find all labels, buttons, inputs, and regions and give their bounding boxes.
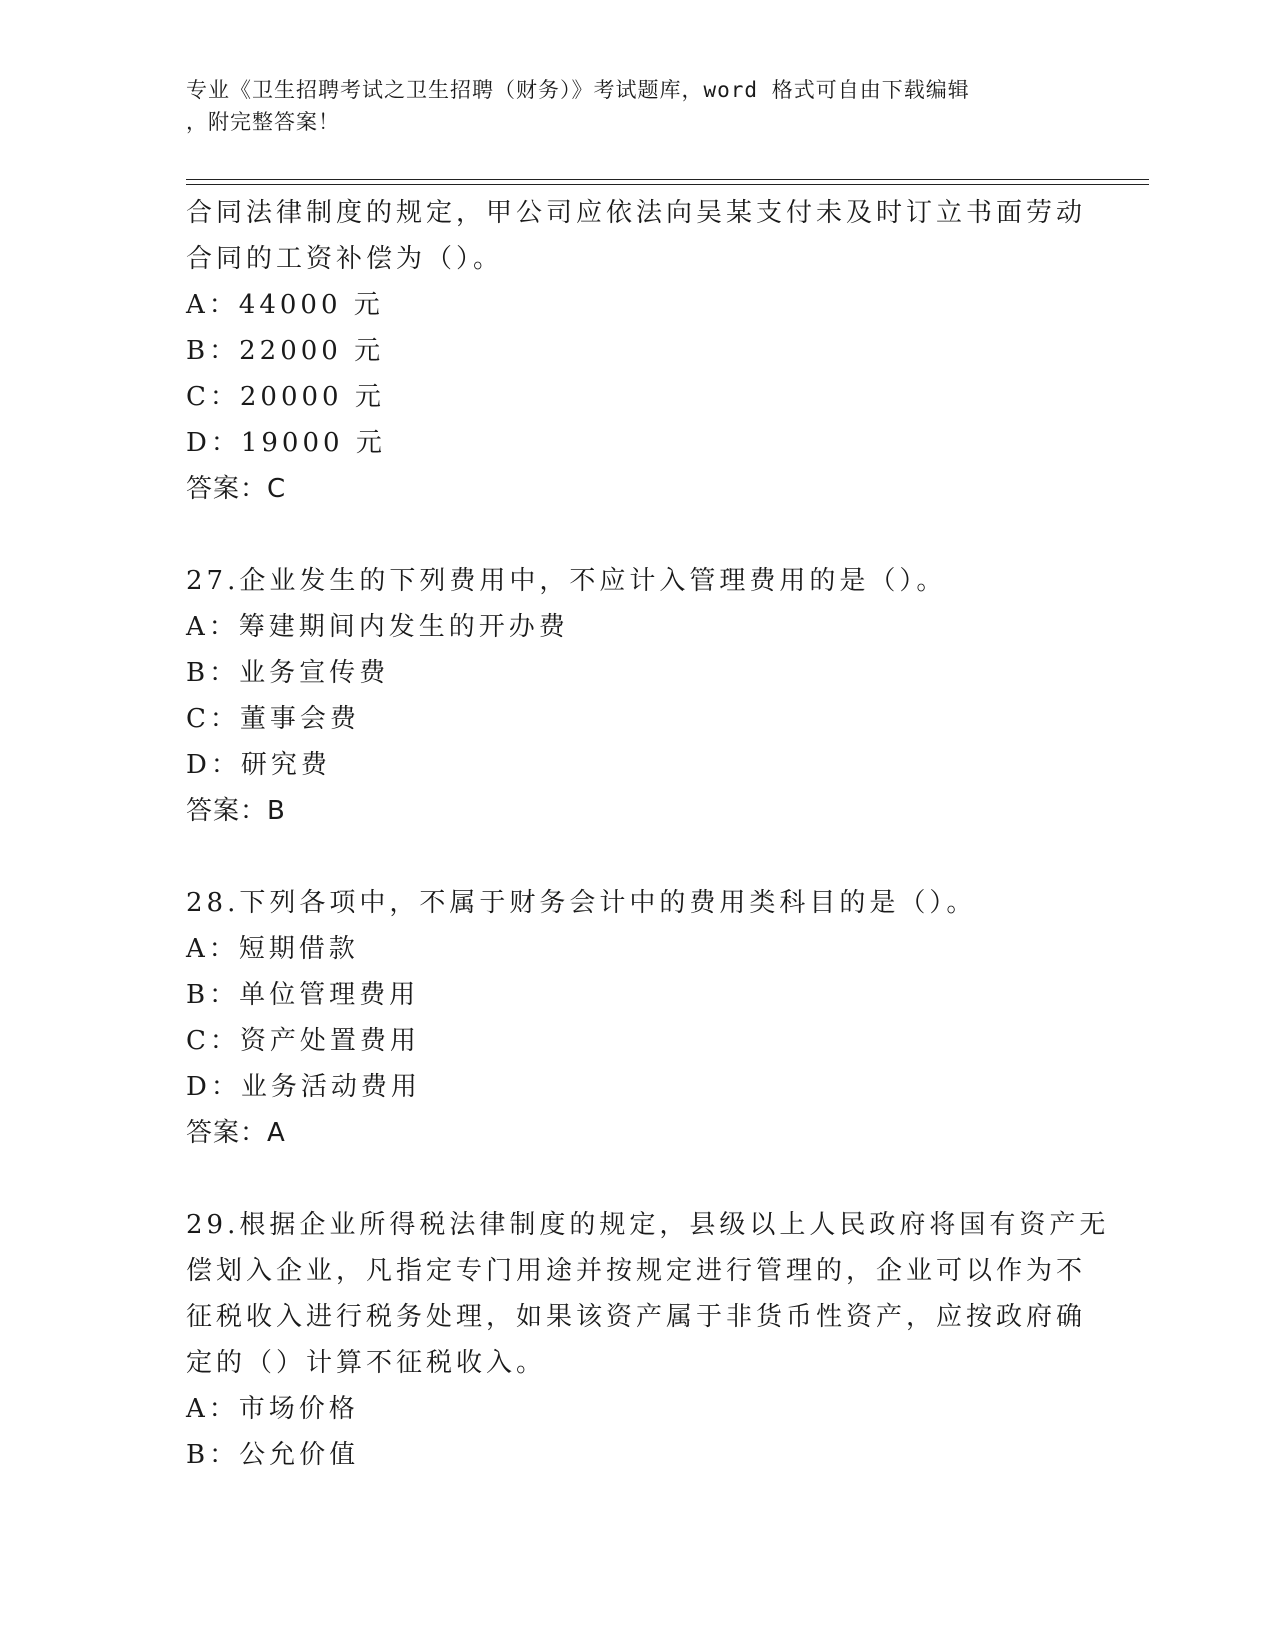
answer-line: 答案：A xyxy=(186,1118,286,1148)
document-header xyxy=(186,74,1066,138)
option-b: B：单位管理费用 xyxy=(186,980,420,1010)
question-spacer xyxy=(186,1156,1086,1202)
question-list xyxy=(186,190,1110,1478)
question-stem-line: 定的（）计算不征税收入。 xyxy=(186,1348,547,1378)
option-b: B：业务宣传费 xyxy=(186,658,390,688)
option-a: A：44000 元 xyxy=(186,290,384,320)
answer-line: 答案：B xyxy=(186,796,286,826)
header-divider-top xyxy=(186,179,1149,180)
question-stem-line: 28.下列各项中，不属于财务会计中的费用类科目的是（）。 xyxy=(186,888,977,918)
header-line-2: ，附完整答案！ xyxy=(186,110,340,134)
option-b: B：公允价值 xyxy=(186,1440,360,1470)
option-d: D：研究费 xyxy=(186,750,331,780)
question-stem-line: 合同法律制度的规定，甲公司应依法向吴某支付未及时订立书面劳动 xyxy=(186,198,1087,228)
question-28 xyxy=(186,880,1086,1156)
question-spacer xyxy=(186,512,1086,558)
question-27 xyxy=(186,558,1086,834)
option-d: D：业务活动费用 xyxy=(186,1072,421,1102)
option-d: D：19000 元 xyxy=(186,428,386,458)
header-divider-bottom xyxy=(186,184,1149,185)
option-c: C：董事会费 xyxy=(186,704,360,734)
option-a: A：筹建期间内发生的开办费 xyxy=(186,612,569,642)
option-c: C：20000 元 xyxy=(186,382,385,412)
option-b: B：22000 元 xyxy=(186,336,385,366)
option-c: C：资产处置费用 xyxy=(186,1026,420,1056)
question-stem-line: 27.企业发生的下列费用中，不应计入管理费用的是（）。 xyxy=(186,566,947,596)
question-stem-line: 偿划入企业，凡指定专门用途并按规定进行管理的，企业可以作为不 xyxy=(186,1256,1087,1286)
header-line-1: 专业《卫生招聘考试之卫生招聘（财务）》考试题库，word 格式可自由下载编辑 xyxy=(186,78,970,102)
question-spacer xyxy=(186,834,1086,880)
option-a: A：市场价格 xyxy=(186,1394,359,1424)
question-stem-line: 征税收入进行税务处理，如果该资产属于非货币性资产，应按政府确 xyxy=(186,1302,1087,1332)
question-29 xyxy=(186,1202,1110,1478)
answer-line: 答案：C xyxy=(186,474,287,504)
option-a: A：短期借款 xyxy=(186,934,359,964)
question-stem-line: 29.根据企业所得税法律制度的规定，县级以上人民政府将国有资产无 xyxy=(186,1210,1110,1240)
question-stem-line: 合同的工资补偿为（）。 xyxy=(186,244,504,274)
question-26 xyxy=(186,190,1086,512)
